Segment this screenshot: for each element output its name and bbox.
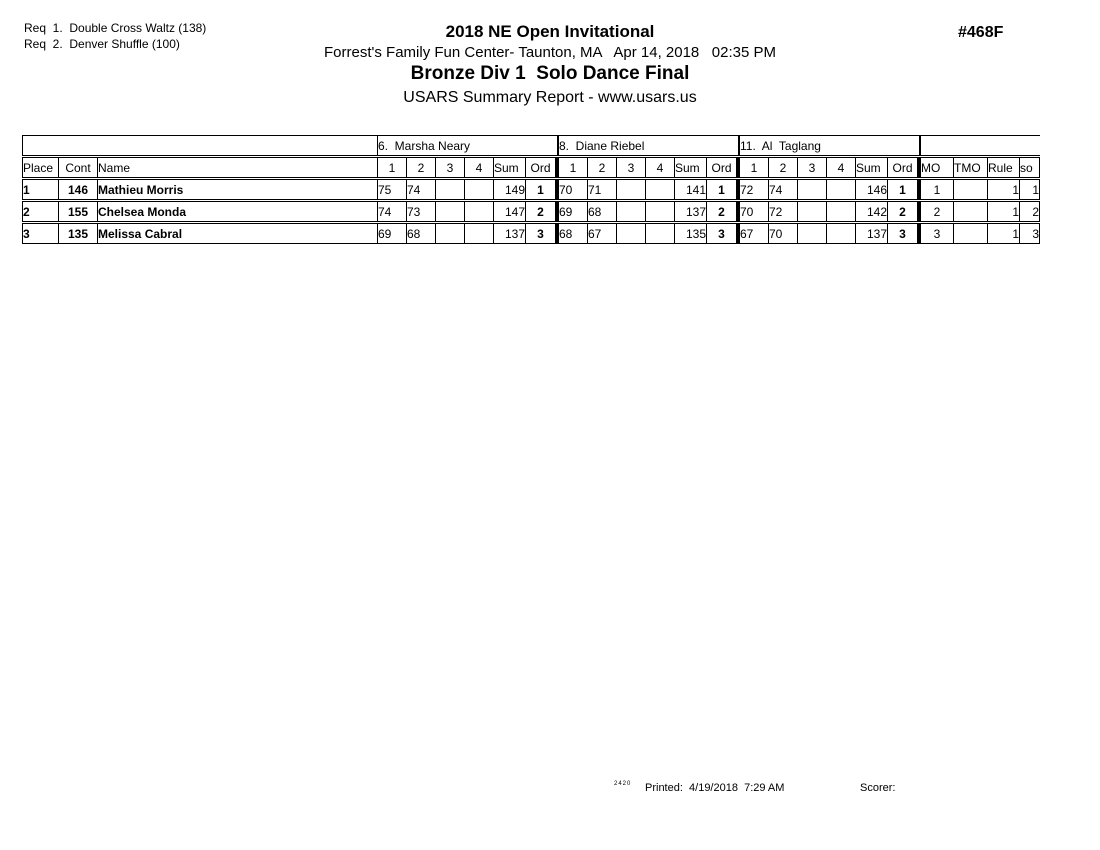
score-cell xyxy=(435,201,464,222)
so-header: so xyxy=(1019,157,1040,178)
place-header: Place xyxy=(22,157,58,178)
score-cell: 74 xyxy=(768,179,797,200)
score-cell xyxy=(616,179,645,200)
venue-date-line: Forrest's Family Fun Center- Taunton, MA Apr 14, 2018 02:35 PM xyxy=(324,44,776,61)
ord-cell: 1 xyxy=(525,179,558,200)
sum-cell: 146 xyxy=(855,179,887,200)
j3-c2-header: 2 xyxy=(768,157,797,178)
rule-cell: 1 xyxy=(987,223,1019,244)
score-cell: 69 xyxy=(558,201,587,222)
tmo-cell xyxy=(953,201,987,222)
name-cell: Melissa Cabral xyxy=(97,223,377,244)
score-cell: 70 xyxy=(739,201,768,222)
score-cell: 74 xyxy=(377,201,406,222)
rule-header: Rule xyxy=(987,157,1019,178)
score-cell xyxy=(464,223,493,244)
title-block xyxy=(0,22,1100,107)
score-cell: 68 xyxy=(406,223,435,244)
cont-cell: 146 xyxy=(58,179,97,200)
cont-cell: 155 xyxy=(58,201,97,222)
score-cell: 74 xyxy=(406,179,435,200)
tmo-header: TMO xyxy=(953,157,987,178)
score-cell: 69 xyxy=(377,223,406,244)
score-cell: 67 xyxy=(739,223,768,244)
doc-number: #468F xyxy=(958,24,1004,41)
mo-cell: 2 xyxy=(920,201,953,222)
j2-c1-header: 1 xyxy=(558,157,587,178)
mo-header: MO xyxy=(920,157,953,178)
j1-c2-header: 2 xyxy=(406,157,435,178)
sum-cell: 147 xyxy=(493,201,525,222)
judge-2-name: 8. Diane Riebel xyxy=(558,135,739,156)
name-cell: Chelsea Monda xyxy=(97,201,377,222)
judge-header-row xyxy=(22,135,1040,156)
score-cell: 68 xyxy=(558,223,587,244)
j3-sum-header: Sum xyxy=(855,157,887,178)
ord-cell: 3 xyxy=(887,223,920,244)
so-cell: 1 xyxy=(1019,179,1040,200)
ord-cell: 2 xyxy=(525,201,558,222)
place-cell: 1 xyxy=(22,179,58,200)
sum-cell: 141 xyxy=(674,179,706,200)
judge-1-name: 6. Marsha Neary xyxy=(377,135,558,156)
judge-row-right-spacer xyxy=(920,135,1040,156)
score-cell xyxy=(826,223,855,244)
table-row xyxy=(22,179,1040,200)
req-line-1: Req 1. Double Cross Waltz (138) xyxy=(24,21,207,35)
j2-c4-header: 4 xyxy=(645,157,674,178)
cont-cell: 135 xyxy=(58,223,97,244)
score-cell: 70 xyxy=(768,223,797,244)
tmo-cell xyxy=(953,179,987,200)
sum-cell: 137 xyxy=(674,201,706,222)
score-cell xyxy=(797,223,826,244)
score-cell: 70 xyxy=(558,179,587,200)
req-line-2: Req 2. Denver Shuffle (100) xyxy=(24,37,180,51)
j1-sum-header: Sum xyxy=(493,157,525,178)
scorer-label: Scorer: xyxy=(860,782,896,794)
cont-header: Cont xyxy=(58,157,97,178)
ord-cell: 2 xyxy=(887,201,920,222)
score-cell xyxy=(616,223,645,244)
j1-c3-header: 3 xyxy=(435,157,464,178)
j2-c2-header: 2 xyxy=(587,157,616,178)
score-cell xyxy=(645,201,674,222)
j2-ord-header: Ord xyxy=(706,157,739,178)
j1-c1-header: 1 xyxy=(377,157,406,178)
place-cell: 2 xyxy=(22,201,58,222)
event-title: 2018 NE Open Invitational xyxy=(445,22,655,41)
sum-cell: 149 xyxy=(493,179,525,200)
ord-cell: 1 xyxy=(887,179,920,200)
score-cell xyxy=(464,201,493,222)
footer-code: 2420 xyxy=(614,781,632,787)
ord-cell: 3 xyxy=(525,223,558,244)
score-cell: 68 xyxy=(587,201,616,222)
mo-cell: 1 xyxy=(920,179,953,200)
score-cell: 67 xyxy=(587,223,616,244)
sum-cell: 135 xyxy=(674,223,706,244)
so-cell: 3 xyxy=(1019,223,1040,244)
rule-cell: 1 xyxy=(987,201,1019,222)
ord-cell: 1 xyxy=(706,179,739,200)
mo-cell: 3 xyxy=(920,223,953,244)
score-cell: 71 xyxy=(587,179,616,200)
name-header: Name xyxy=(97,157,377,178)
name-cell: Mathieu Morris xyxy=(97,179,377,200)
score-cell: 73 xyxy=(406,201,435,222)
sum-cell: 137 xyxy=(493,223,525,244)
judge-3-name: 11. Al Taglang xyxy=(739,135,920,156)
division-title: Bronze Div 1 Solo Dance Final xyxy=(410,63,690,84)
score-cell xyxy=(435,179,464,200)
score-cell xyxy=(797,201,826,222)
score-cell: 75 xyxy=(377,179,406,200)
rule-cell: 1 xyxy=(987,179,1019,200)
j2-c3-header: 3 xyxy=(616,157,645,178)
j2-sum-header: Sum xyxy=(674,157,706,178)
j3-ord-header: Ord xyxy=(887,157,920,178)
ord-cell: 3 xyxy=(706,223,739,244)
score-cell xyxy=(616,201,645,222)
score-cell xyxy=(464,179,493,200)
table-row xyxy=(22,201,1040,222)
score-cell xyxy=(435,223,464,244)
j1-ord-header: Ord xyxy=(525,157,558,178)
so-cell: 2 xyxy=(1019,201,1040,222)
score-cell xyxy=(826,201,855,222)
ord-cell: 2 xyxy=(706,201,739,222)
score-cell xyxy=(645,223,674,244)
sum-cell: 142 xyxy=(855,201,887,222)
j3-c4-header: 4 xyxy=(826,157,855,178)
sum-cell: 137 xyxy=(855,223,887,244)
score-cell xyxy=(645,179,674,200)
printed-timestamp: Printed: 4/19/2018 7:29 AM xyxy=(645,782,785,794)
score-cell: 72 xyxy=(768,201,797,222)
tmo-cell xyxy=(953,223,987,244)
place-cell: 3 xyxy=(22,223,58,244)
j3-c3-header: 3 xyxy=(797,157,826,178)
column-header-row xyxy=(22,157,1040,178)
judge-row-left-spacer xyxy=(22,135,377,156)
score-cell: 72 xyxy=(739,179,768,200)
results-table xyxy=(22,134,1040,245)
j1-c4-header: 4 xyxy=(464,157,493,178)
report-title: USARS Summary Report - www.usars.us xyxy=(403,89,697,106)
j3-c1-header: 1 xyxy=(739,157,768,178)
table-row xyxy=(22,223,1040,244)
score-cell xyxy=(826,179,855,200)
score-cell xyxy=(797,179,826,200)
